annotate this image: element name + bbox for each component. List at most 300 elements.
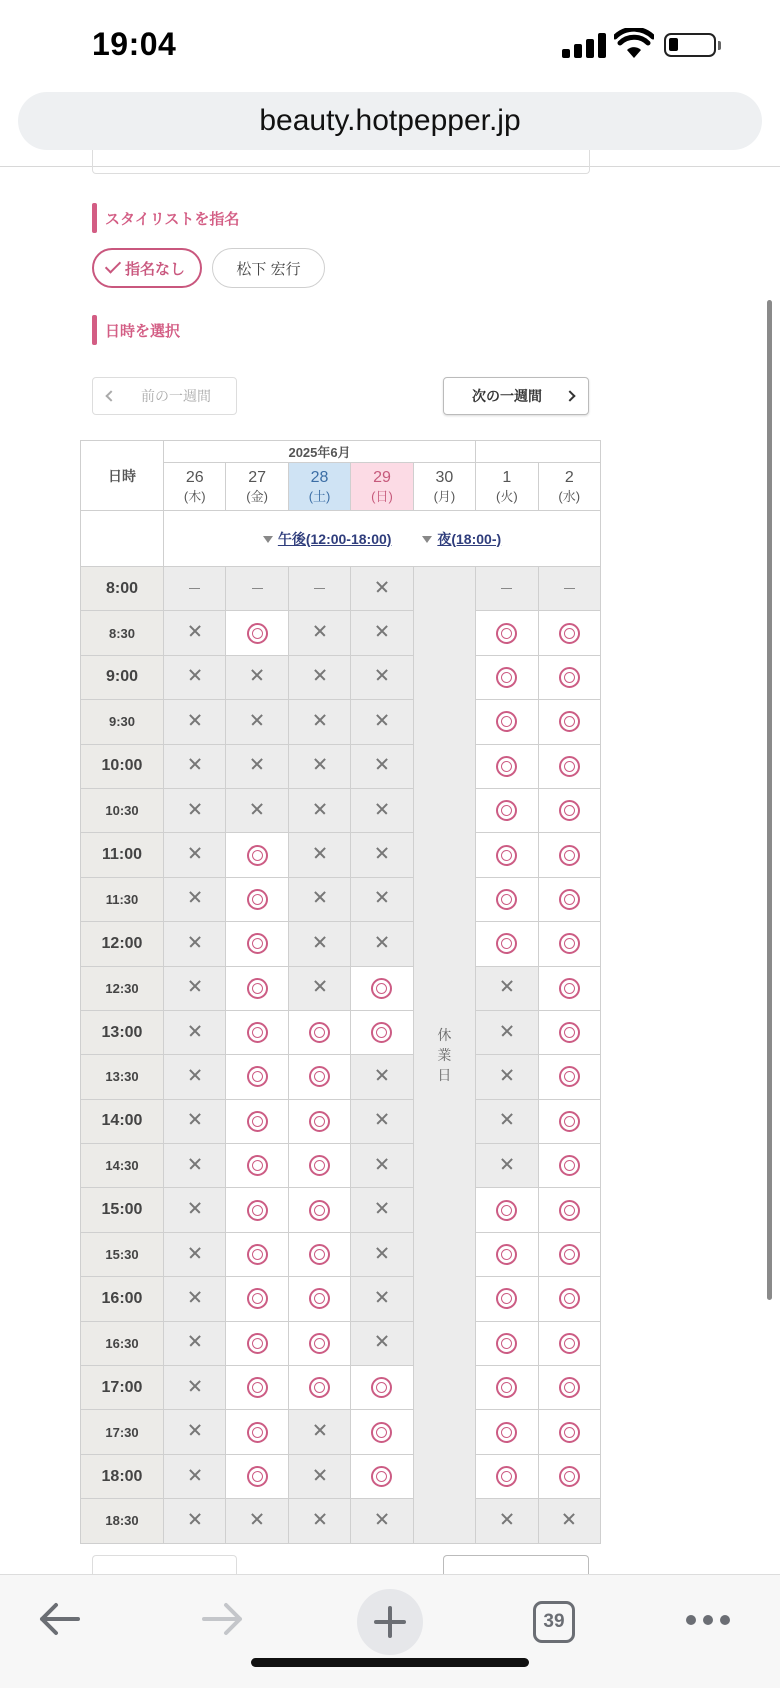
double-circle-icon: [559, 1377, 580, 1398]
cross-icon: [189, 1202, 201, 1214]
slot-available[interactable]: [538, 1188, 600, 1232]
slot-available[interactable]: [351, 966, 413, 1010]
slot-available[interactable]: [538, 1232, 600, 1276]
cross-icon: [189, 1291, 201, 1303]
day-date: 2: [564, 468, 574, 486]
slot-unavailable: [164, 1321, 226, 1365]
time-label: 17:30: [81, 1410, 164, 1454]
time-slot-row: [81, 1055, 601, 1099]
next-week-button-bottom[interactable]: [443, 1555, 589, 1575]
day-header: [226, 463, 288, 511]
time-slot-row: [81, 611, 601, 655]
double-circle-icon: [309, 1022, 330, 1043]
slot-unavailable: [351, 877, 413, 921]
slot-unavailable: [538, 1499, 600, 1543]
slot-available[interactable]: [351, 1366, 413, 1410]
cross-icon: [251, 714, 263, 726]
slot-available[interactable]: [226, 966, 288, 1010]
double-circle-icon: [559, 1022, 580, 1043]
slot-available[interactable]: [538, 922, 600, 966]
slot-available[interactable]: [226, 1321, 288, 1365]
double-circle-icon: [559, 978, 580, 999]
time-label: 16:30: [81, 1321, 164, 1365]
slot-available[interactable]: [538, 1321, 600, 1365]
double-circle-icon: [496, 667, 517, 688]
slot-available[interactable]: [476, 1188, 538, 1232]
double-circle-icon: [309, 1155, 330, 1176]
datetime-section-title: 日時を選択: [105, 322, 181, 340]
slot-unavailable: [164, 1144, 226, 1188]
double-circle-icon: [309, 1066, 330, 1087]
cross-icon: [376, 669, 388, 681]
time-label: 13:00: [81, 1010, 164, 1054]
cross-icon: [314, 669, 326, 681]
day-date: 26: [185, 468, 204, 486]
time-slot-row: [81, 655, 601, 699]
cross-icon: [314, 714, 326, 726]
slot-available[interactable]: [226, 1188, 288, 1232]
slot-unavailable: [351, 1188, 413, 1232]
next-week-button[interactable]: [443, 377, 589, 415]
new-tab-plus-icon[interactable]: [357, 1589, 423, 1655]
slot-available[interactable]: [538, 877, 600, 921]
triangle-down-icon: [263, 536, 273, 543]
stylist-option-label: 指名なし: [124, 260, 185, 278]
datetime-corner-header: 日時: [81, 441, 164, 511]
double-circle-icon: [247, 845, 268, 866]
slot-unavailable: [288, 788, 350, 832]
double-circle-icon: [496, 623, 517, 644]
cross-icon: [501, 1158, 513, 1170]
slot-unavailable: [351, 1232, 413, 1276]
slot-available[interactable]: [288, 1010, 350, 1054]
double-circle-icon: [559, 1422, 580, 1443]
slot-unavailable: [351, 1321, 413, 1365]
slot-unavailable: [351, 833, 413, 877]
time-label: 10:30: [81, 788, 164, 832]
double-circle-icon: [247, 933, 268, 954]
time-label: 15:30: [81, 1232, 164, 1276]
slot-available[interactable]: [538, 700, 600, 744]
double-circle-icon: [309, 1333, 330, 1354]
cross-icon: [189, 625, 201, 637]
time-label: 18:00: [81, 1454, 164, 1498]
cross-icon: [251, 803, 263, 815]
cross-icon: [501, 1513, 513, 1525]
cross-icon: [376, 1113, 388, 1125]
slot-unavailable: [351, 788, 413, 832]
cross-icon: [376, 1069, 388, 1081]
time-slot-row: [81, 1232, 601, 1276]
slot-available[interactable]: [288, 1055, 350, 1099]
double-circle-icon: [559, 1244, 580, 1265]
cross-icon: [376, 891, 388, 903]
cross-icon: [376, 758, 388, 770]
day-date: 27: [248, 468, 267, 486]
slot-available[interactable]: [538, 788, 600, 832]
slot-available[interactable]: [226, 1366, 288, 1410]
slot-unavailable: [476, 1055, 538, 1099]
section-marker: [92, 203, 97, 233]
cross-icon: [251, 1513, 263, 1525]
slot-available[interactable]: [351, 1010, 413, 1054]
cross-icon: [314, 936, 326, 948]
slot-available[interactable]: [538, 1099, 600, 1143]
slot-available[interactable]: [538, 1010, 600, 1054]
slot-unavailable: [476, 966, 538, 1010]
slot-unavailable: [351, 567, 413, 611]
time-label: 16:00: [81, 1277, 164, 1321]
double-circle-icon: [247, 1377, 268, 1398]
slot-not-offered: [288, 567, 350, 611]
day-header: [288, 463, 350, 511]
wifi-icon: [614, 28, 654, 60]
slot-available[interactable]: [226, 1277, 288, 1321]
slot-unavailable: [164, 833, 226, 877]
cross-icon: [251, 758, 263, 770]
slot-unavailable: [288, 1454, 350, 1498]
time-slot-row: [81, 1188, 601, 1232]
double-circle-icon: [496, 1333, 517, 1354]
battery-tip: [718, 41, 721, 50]
section-marker: [92, 315, 97, 345]
time-label: 11:30: [81, 877, 164, 921]
slot-available[interactable]: [476, 1232, 538, 1276]
time-slot-row: [81, 877, 601, 921]
previous-section-box: [92, 150, 590, 174]
slot-available[interactable]: [538, 1277, 600, 1321]
cross-icon: [251, 669, 263, 681]
stylist-section-header: [92, 203, 239, 233]
time-slot-row: [81, 1499, 601, 1543]
time-slot-row: [81, 1366, 601, 1410]
chevron-left-icon: [105, 390, 116, 401]
filter-night-link[interactable]: 夜(18:00-): [437, 530, 502, 547]
cross-icon: [376, 1335, 388, 1347]
closed-day-cell: [413, 567, 475, 1544]
datetime-section-header: [92, 315, 180, 345]
slot-available[interactable]: [288, 1099, 350, 1143]
slot-not-offered: [226, 567, 288, 611]
slot-unavailable: [164, 700, 226, 744]
slot-available[interactable]: [476, 1321, 538, 1365]
slot-unavailable: [351, 1277, 413, 1321]
cross-icon: [376, 803, 388, 815]
slot-available[interactable]: [538, 1366, 600, 1410]
cross-icon: [314, 1513, 326, 1525]
double-circle-icon: [247, 978, 268, 999]
slot-unavailable: [164, 1366, 226, 1410]
double-circle-icon: [496, 1377, 517, 1398]
double-circle-icon: [371, 1422, 392, 1443]
slot-available[interactable]: [351, 1454, 413, 1498]
dash-icon: [189, 588, 200, 590]
slot-unavailable: [164, 655, 226, 699]
slot-unavailable: [164, 877, 226, 921]
slot-available[interactable]: [288, 1144, 350, 1188]
cross-icon: [189, 1158, 201, 1170]
time-label: 17:00: [81, 1366, 164, 1410]
day-header: [476, 463, 538, 511]
filter-row-blank: [81, 511, 164, 567]
day-weekday: (金): [246, 488, 268, 504]
slot-available[interactable]: [226, 1454, 288, 1498]
slot-available[interactable]: [288, 1277, 350, 1321]
time-label: 11:00: [81, 833, 164, 877]
slot-unavailable: [288, 922, 350, 966]
slot-available[interactable]: [226, 922, 288, 966]
time-label: 12:00: [81, 922, 164, 966]
time-label: 8:00: [81, 567, 164, 611]
slot-available[interactable]: [538, 833, 600, 877]
slot-available[interactable]: [226, 1144, 288, 1188]
time-slot-row: [81, 744, 601, 788]
slot-available[interactable]: [226, 611, 288, 655]
slot-unavailable: [226, 1499, 288, 1543]
slot-unavailable: [476, 1099, 538, 1143]
page-scrollbar[interactable]: [767, 300, 772, 1300]
double-circle-icon: [371, 1022, 392, 1043]
url-text[interactable]: beauty.hotpepper.jp: [259, 104, 521, 137]
time-label: 13:30: [81, 1055, 164, 1099]
slot-unavailable: [288, 1499, 350, 1543]
double-circle-icon: [496, 1466, 517, 1487]
double-circle-icon: [559, 889, 580, 910]
stylist-option-matsushita[interactable]: [212, 248, 325, 288]
slot-not-offered: [476, 567, 538, 611]
slot-available[interactable]: [538, 1410, 600, 1454]
time-filter-cell: [164, 511, 601, 567]
time-label: 18:30: [81, 1499, 164, 1543]
time-slot-row: [81, 1277, 601, 1321]
chevron-right-icon: [564, 390, 575, 401]
slot-available[interactable]: [538, 1454, 600, 1498]
slot-available[interactable]: [226, 1232, 288, 1276]
slot-unavailable: [351, 700, 413, 744]
day-weekday: (土): [308, 488, 331, 504]
slot-available[interactable]: [538, 1144, 600, 1188]
double-circle-icon: [247, 1066, 268, 1087]
slot-available[interactable]: [476, 744, 538, 788]
slot-unavailable: [288, 966, 350, 1010]
status-time: 19:04: [92, 26, 177, 62]
slot-unavailable: [226, 788, 288, 832]
day-header: [538, 463, 600, 511]
slot-available[interactable]: [476, 1410, 538, 1454]
double-circle-icon: [559, 711, 580, 732]
browser-toolbar: [0, 1574, 780, 1688]
double-circle-icon: [247, 1288, 268, 1309]
dash-icon: [252, 588, 263, 590]
slot-unavailable: [476, 1010, 538, 1054]
dash-icon: [501, 588, 512, 590]
cross-icon: [314, 980, 326, 992]
day-weekday: (月): [433, 488, 456, 504]
back-arrow-icon[interactable]: [36, 1599, 82, 1639]
time-slot-row: [81, 1410, 601, 1454]
time-slot-row: [81, 1454, 601, 1498]
double-circle-icon: [559, 756, 580, 777]
slot-unavailable: [164, 1277, 226, 1321]
slot-unavailable: [351, 1055, 413, 1099]
slot-not-offered: [538, 567, 600, 611]
cross-icon: [376, 936, 388, 948]
filter-afternoon-link[interactable]: 午後(12:00-18:00): [277, 530, 392, 547]
cross-icon: [189, 1113, 201, 1125]
double-circle-icon: [496, 889, 517, 910]
month-header: 2025年6月: [164, 441, 476, 463]
cross-icon: [189, 1069, 201, 1081]
cross-icon: [376, 714, 388, 726]
slot-available[interactable]: [476, 922, 538, 966]
double-circle-icon: [371, 1466, 392, 1487]
forward-arrow-icon[interactable]: [200, 1599, 246, 1639]
slot-unavailable: [164, 788, 226, 832]
double-circle-icon: [247, 1155, 268, 1176]
time-label: 8:30: [81, 611, 164, 655]
double-circle-icon: [496, 1288, 517, 1309]
slot-unavailable: [351, 1144, 413, 1188]
slot-unavailable: [288, 700, 350, 744]
slot-available[interactable]: [476, 877, 538, 921]
stylist-section-title: スタイリストを指名: [105, 210, 240, 228]
slot-available[interactable]: [288, 1366, 350, 1410]
cross-icon: [189, 891, 201, 903]
slot-unavailable: [351, 1499, 413, 1543]
slot-available[interactable]: [288, 1232, 350, 1276]
prev-week-button[interactable]: [92, 377, 237, 415]
double-circle-icon: [371, 1377, 392, 1398]
cross-icon: [189, 1513, 201, 1525]
double-circle-icon: [247, 623, 268, 644]
triangle-down-icon: [422, 536, 432, 543]
slot-available[interactable]: [538, 611, 600, 655]
availability-calendar: [80, 440, 601, 1544]
double-circle-icon: [559, 800, 580, 821]
slot-available[interactable]: [351, 1410, 413, 1454]
stylist-option-none[interactable]: [92, 248, 202, 288]
cross-icon: [376, 1247, 388, 1259]
double-circle-icon: [496, 933, 517, 954]
day-header: [164, 463, 226, 511]
cross-icon: [189, 1025, 201, 1037]
slot-available[interactable]: [288, 1321, 350, 1365]
address-bar[interactable]: [18, 92, 762, 150]
slot-available[interactable]: [476, 788, 538, 832]
slot-available[interactable]: [476, 611, 538, 655]
double-circle-icon: [247, 889, 268, 910]
double-circle-icon: [247, 1333, 268, 1354]
slot-not-offered: [164, 567, 226, 611]
double-circle-icon: [559, 933, 580, 954]
slot-available[interactable]: [226, 833, 288, 877]
slot-available[interactable]: [226, 1410, 288, 1454]
day-weekday: (木): [183, 488, 206, 504]
slot-unavailable: [226, 655, 288, 699]
slot-available[interactable]: [226, 1099, 288, 1143]
slot-available[interactable]: [288, 1188, 350, 1232]
slot-unavailable: [288, 655, 350, 699]
double-circle-icon: [496, 845, 517, 866]
slot-unavailable: [164, 744, 226, 788]
cross-icon: [314, 1469, 326, 1481]
double-circle-icon: [247, 1111, 268, 1132]
cross-icon: [314, 1424, 326, 1436]
double-circle-icon: [559, 1111, 580, 1132]
slot-available[interactable]: [476, 700, 538, 744]
cross-icon: [563, 1513, 575, 1525]
double-circle-icon: [247, 1422, 268, 1443]
slot-available[interactable]: [538, 1055, 600, 1099]
slot-available[interactable]: [476, 1366, 538, 1410]
month-header-next: [476, 441, 601, 463]
time-slot-row: [81, 1010, 601, 1054]
double-circle-icon: [559, 1066, 580, 1087]
cross-icon: [189, 714, 201, 726]
slot-unavailable: [288, 833, 350, 877]
slot-available[interactable]: [538, 655, 600, 699]
cross-icon: [314, 758, 326, 770]
cross-icon: [501, 1113, 513, 1125]
double-circle-icon: [496, 756, 517, 777]
stylist-option-label: 松下 宏行: [236, 260, 301, 278]
slot-available[interactable]: [538, 744, 600, 788]
slot-available[interactable]: [476, 655, 538, 699]
time-label: 9:00: [81, 655, 164, 699]
day-date: 30: [435, 468, 454, 486]
status-bar: [0, 0, 780, 90]
slot-unavailable: [164, 1454, 226, 1498]
slot-available[interactable]: [476, 1454, 538, 1498]
slot-available[interactable]: [226, 1010, 288, 1054]
prev-week-label: 前の一週間: [141, 388, 211, 404]
slot-unavailable: [288, 611, 350, 655]
double-circle-icon: [247, 1244, 268, 1265]
time-label: 9:30: [81, 700, 164, 744]
double-circle-icon: [559, 845, 580, 866]
check-icon: [105, 257, 121, 273]
slot-available[interactable]: [538, 966, 600, 1010]
slot-unavailable: [288, 1410, 350, 1454]
slot-available[interactable]: [226, 877, 288, 921]
time-slot-row: [81, 922, 601, 966]
double-circle-icon: [496, 1422, 517, 1443]
slot-unavailable: [288, 877, 350, 921]
time-filter-row: [81, 511, 601, 567]
cross-icon: [189, 1335, 201, 1347]
day-date: 29: [373, 468, 391, 486]
double-circle-icon: [559, 1466, 580, 1487]
double-circle-icon: [559, 1288, 580, 1309]
cross-icon: [189, 803, 201, 815]
prev-week-button-bottom[interactable]: [92, 1555, 237, 1575]
double-circle-icon: [496, 800, 517, 821]
slot-unavailable: [164, 1188, 226, 1232]
slot-available[interactable]: [476, 1277, 538, 1321]
more-menu-icon[interactable]: [686, 1615, 730, 1625]
day-weekday: (日): [371, 488, 393, 504]
cross-icon: [376, 625, 388, 637]
day-header: [351, 463, 413, 511]
slot-unavailable: [351, 611, 413, 655]
slot-unavailable: [226, 744, 288, 788]
tab-count-button[interactable]: 39: [533, 1601, 575, 1643]
slot-unavailable: [164, 966, 226, 1010]
slot-available[interactable]: [226, 1055, 288, 1099]
double-circle-icon: [247, 1200, 268, 1221]
cross-icon: [189, 1380, 201, 1392]
slot-available[interactable]: [476, 833, 538, 877]
